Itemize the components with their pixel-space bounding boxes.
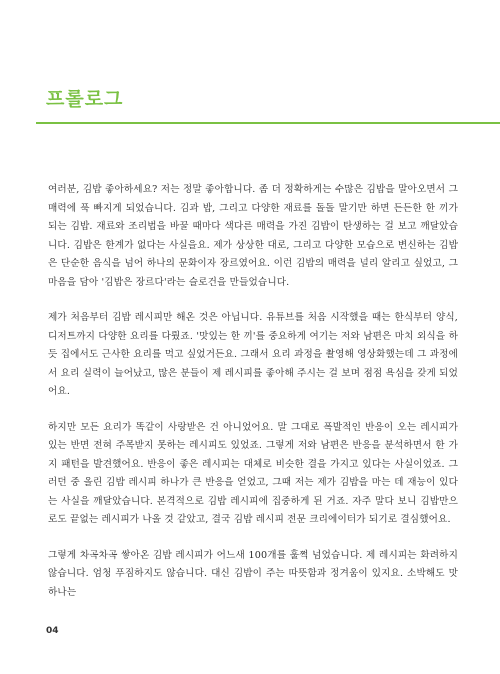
page-title: 프롤로그 xyxy=(46,88,124,110)
prologue-body xyxy=(48,181,458,619)
page-number: 04 xyxy=(46,626,59,636)
title-divider xyxy=(36,122,500,124)
paragraph-4: 그렇게 차곡차곡 쌓아온 김밥 레시피가 어느새 100개를 훌쩍 넘었습니다. 제 레시피는 화려하지 않습니다. 엄청 푸짐하지도 않습니다. 대신 김밥이 주는 따뜻함과 정겨움이 있지요. 소박해도 맛 하나는 xyxy=(48,549,458,598)
paragraph-1: 여러분, 김밥 좋아하세요? 저는 정말 좋아합니다. 좀 더 정확하게는 수많은 김밥을 말아오면서 그 매력에 푹 빠지게 되었습니다. 김과 밥, 그리고 다양한 재료를 돌돌 말기만 하면 든든한 한 끼가 되는 김밥. 재료와 조리법을 바꿀 때마다 색다른 매력을 가진 김밥이 탄생하는 걸 보고 깨달았습니다. 김밥은 한계가 없다는 사실을요. 제가 상상한 대로, 그리고 다양한 모습으로 변신하는 김밥은 단순한 음식을 넘어 하나의 문화이자 장르였어요. 이런 김밥의 매력을 널리 알리고 싶었고, 그 마음을 담아 '김밥은 장르다'라는 슬로건을 만들었습니다. xyxy=(48,184,458,288)
paragraph-3: 하지만 모든 요리가 똑같이 사랑받은 건 아니었어요. 말 그대로 폭발적인 반응이 오는 레시피가 있는 반면 전혀 주목받지 못하는 레시피도 있었죠. 그렇게 저와 남편은 반응을 분석하면서 한 가지 패턴을 발견했어요. 반응이 좋은 레시피는 대체로 비슷한 결을 가지고 있다는 사실이었죠. 그러던 중 올린 김밥 레시피 하나가 큰 반응을 얻었고, 그때 저는 제가 김밥을 마는 데 재능이 있다는 사실을 깨달았습니다. 본격적으로 김밥 레시피에 집중하게 된 거죠. 자주 말다 보니 김밥만으로도 끝없는 레시피가 나올 것 같았고, 결국 김밥 레시피 전문 크리에이터가 되기로 결심했어요. xyxy=(48,421,458,525)
paragraph-2: 제가 처음부터 김밥 레시피만 해온 것은 아닙니다. 유튜브를 처음 시작했을 때는 한식부터 양식, 디저트까지 다양한 요리를 다뤘죠. '맛있는 한 끼'를 중요하게 여기는 저와 남편은 마치 외식을 하듯 집에서도 근사한 요리를 먹고 싶었거든요. 그래서 요리 과정을 촬영해 영상화했는데 그 과정에서 요리 실력이 늘어났고, 많은 분들이 제 레시피를 좋아해 주시는 걸 보며 점점 욕심을 갖게 되었어요. xyxy=(48,312,458,397)
